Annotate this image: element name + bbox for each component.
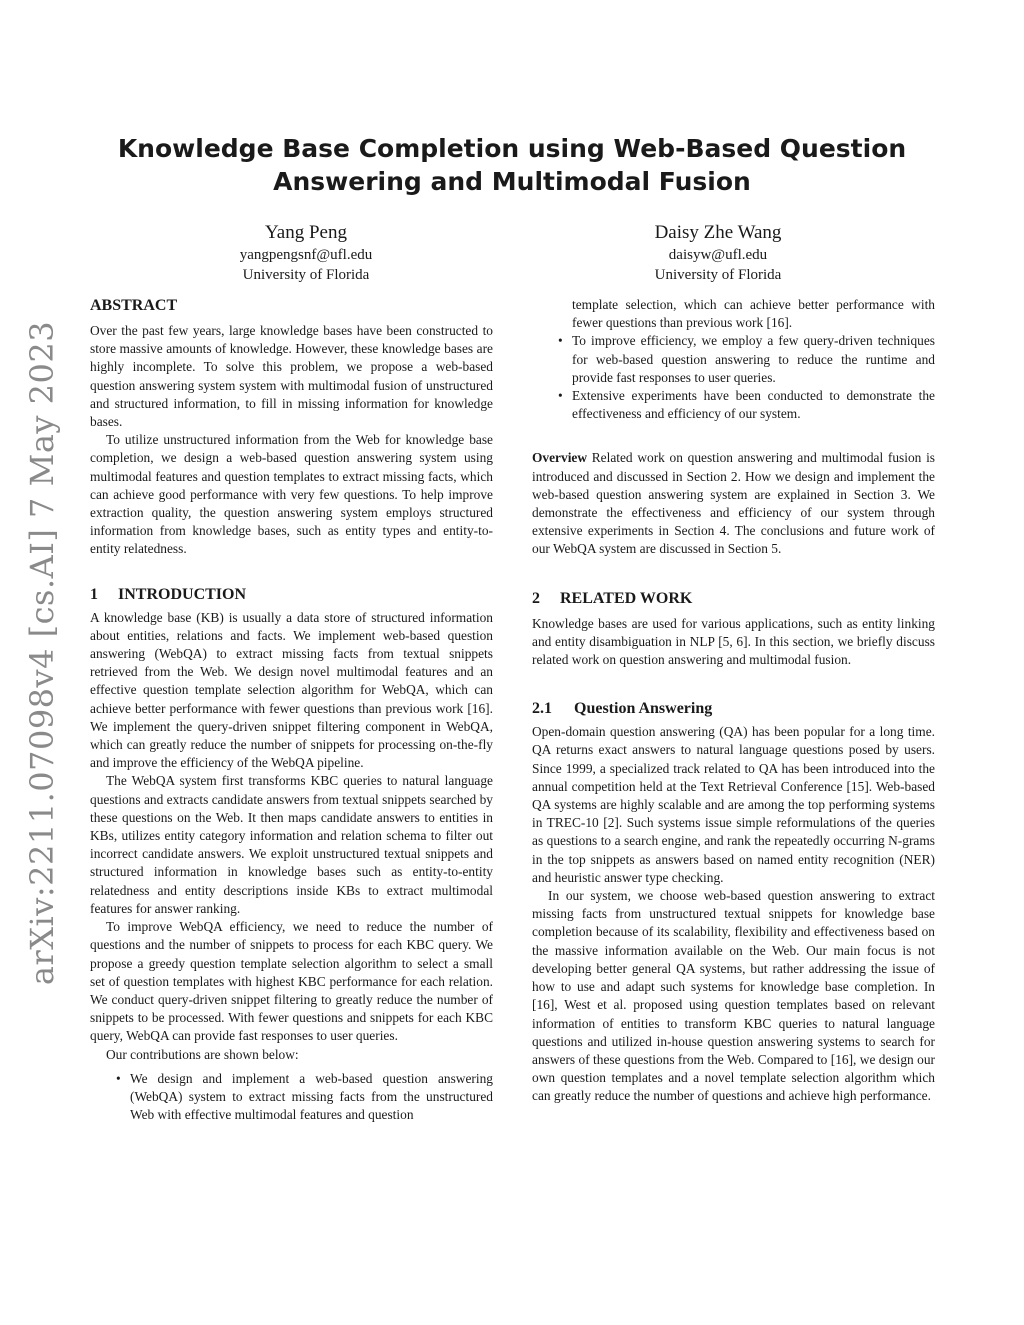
list-item-text: Extensive experiments have been conducted to demonstrate the effectiveness and efficiency of our system. (572, 388, 935, 422)
author-affiliation: University of Florida (242, 267, 370, 283)
list-item-text: We design and implement a web-based question answering (WebQA) system to extract missing facts from the unstructured Web with effective multimodal features and question (130, 1070, 493, 1123)
subsection-number: 2.1 (532, 700, 552, 718)
section-title: INTRODUCTION (118, 585, 247, 603)
list-item-continuation: template selection, which can achieve better performance with fewer questions than previous work [16]. (572, 297, 935, 331)
author-affiliation: University of Florida (654, 267, 782, 283)
paper-title: Knowledge Base Completion using Web-Based Question Answering and Multimodal Fusion (117, 134, 907, 196)
section-number: 2 (532, 589, 540, 607)
abstract-heading: ABSTRACT (90, 297, 178, 314)
contributions-list-continued (532, 332, 935, 423)
author-email[interactable]: daisyw@ufl.edu (668, 247, 768, 263)
arxiv-identifier-text: arXiv:2211.07098v4 [cs.AI] 7 May 2023 (23, 320, 62, 985)
overview-paragraph (532, 449, 935, 558)
author-name: Yang Peng (264, 222, 347, 243)
intro-paragraph: The WebQA system first transforms KBC queries to natural language questions and extracts candidate answers from textual snippets searched by these questions on the Web. It then maps candidate answers to entities in KBs, utilizes entity category information and relation schema to filter out incorrect candidate answers. We exploit unstructured textual snippets and structured information in knowledge bases such as entity-to-entity relatedness and entity descriptions inside KBs to extract multimodal features for answer ranking. (90, 773, 493, 916)
subsection-heading-question-answering (532, 699, 935, 719)
abstract-paragraph: To utilize unstructured information from the Web for knowledge base completion, we design a web-based question answering system using multimodal features and question templates to extract missing facts, which can achieve good performance with very few questions. To help improve extraction quality, the question answering system employs structured information from knowledge bases, such as entity types and entity-to-entity relatedness. (90, 432, 493, 557)
arxiv-identifier (12, 320, 72, 985)
qa-paragraph: Open-domain question answering (QA) has been popular for a long time. QA returns exact answers to natural language questions posed by users. Since 1999, a specialized track related to QA has been introduced into the annual competition held at the Text Retrieval Conference [15]. Web-based QA systems are highly scalable and are among the top performing systems in TREC-10 [2]. Such systems issue simple reformulations of the queries as questions to a search engine, and rank the repeatedly occurring N-grams in the top snippets as answers based on named entity recognition (NER) and heuristic answer type checking. (532, 724, 935, 885)
intro-paragraph: To improve WebQA efficiency, we need to reduce the number of questions and the number of snippets to process for each KBC query. We propose a greedy question template selection algorithm to select a small set of question templates with highest KBC performance for each relation. We conduct query-driven snippet filtering to greatly reduce the number of snippets to be processed. With fewer questions and snippets for each KBC query, WebQA can provide fast responses to user queries. (90, 919, 493, 1044)
list-item (90, 1070, 493, 1125)
list-item (532, 332, 935, 387)
author-block-1 (156, 220, 456, 285)
qa-paragraph: In our system, we choose web-based question answering to extract missing facts from unstructured textual snippets for knowledge base completion because of its scalability, flexibility and effectiveness based on the massive information available on the Web. Our main focus is not developing better general QA systems, but rather addressing the issue of how to use and adapt such systems for knowledge base completion. In [16], West et al. proposed using question templates based on relevant information of entities to transform KBC queries to natural language questions and utilized in-house question answering systems to search for answers of these questions from the Web. Compared to [16], we design our own question templates and a novel template selection algorithm which can greatly reduce the number of questions and achieve high performance. (532, 888, 935, 1104)
list-item-text: To improve efficiency, we employ a few query-driven techniques for web-based question answering to reduce the runtime and provide fast responses to user queries. (572, 333, 935, 385)
overview-text: Related work on question answering and multimodal fusion is introduced and discussed in Section 2. How we design and implement the web-based question answering system are explained in Section 3. We demonstrate the effectiveness and efficiency of our system through extensive experiments in Section 4. The conclusions and future work of our WebQA system are discussed in Section 5. (532, 450, 935, 557)
author-name: Daisy Zhe Wang (654, 222, 782, 243)
related-work-paragraph: Knowledge bases are used for various applications, such as entity linking and entity disambiguation in NLP [5, 6]. In this section, we briefly discuss related work on question answering and multimodal fusion. (532, 615, 935, 668)
intro-paragraph: A knowledge base (KB) is usually a data store of structured information about entities, relations and facts. We implement web-based question answering (WebQA) to extract missing facts from textual snippets retrieved from the Web. We design novel multimodal features and an effective question template selection algorithm for WebQA, which can achieve better performance with fewer questions than previous work [16]. We implement the query-driven snippet filtering component in WebQA, which can greatly reduce the number of snippets for processing on-the-fly and improve the efficiency of the WebQA pipeline. (90, 609, 493, 771)
list-item (532, 387, 935, 423)
bullet-icon: • (558, 333, 563, 349)
author-block-2 (568, 220, 868, 285)
section-number: 1 (90, 585, 98, 603)
contributions-list (90, 1070, 493, 1125)
left-column (90, 296, 493, 1124)
bullet-icon: • (558, 388, 563, 404)
subsection-title: Question Answering (574, 700, 713, 718)
bullet-icon: • (116, 1070, 121, 1086)
section-heading-related-work (532, 589, 935, 609)
overview-label: Overview (532, 450, 588, 466)
section-title: RELATED WORK (560, 589, 693, 607)
intro-paragraph: Our contributions are shown below: (106, 1046, 299, 1062)
section-heading-introduction (90, 585, 493, 605)
abstract-paragraph: Over the past few years, large knowledge bases have been constructed to store massive amounts of knowledge. However, these knowledge bases are highly incomplete. To solve this problem, we propose a web-based question answering system system with multimodal fusion of unstructured and structured information, to fill in missing information for knowledge bases. (90, 323, 493, 430)
right-column (532, 296, 935, 1106)
author-email[interactable]: yangpengsnf@ufl.edu (239, 247, 373, 263)
